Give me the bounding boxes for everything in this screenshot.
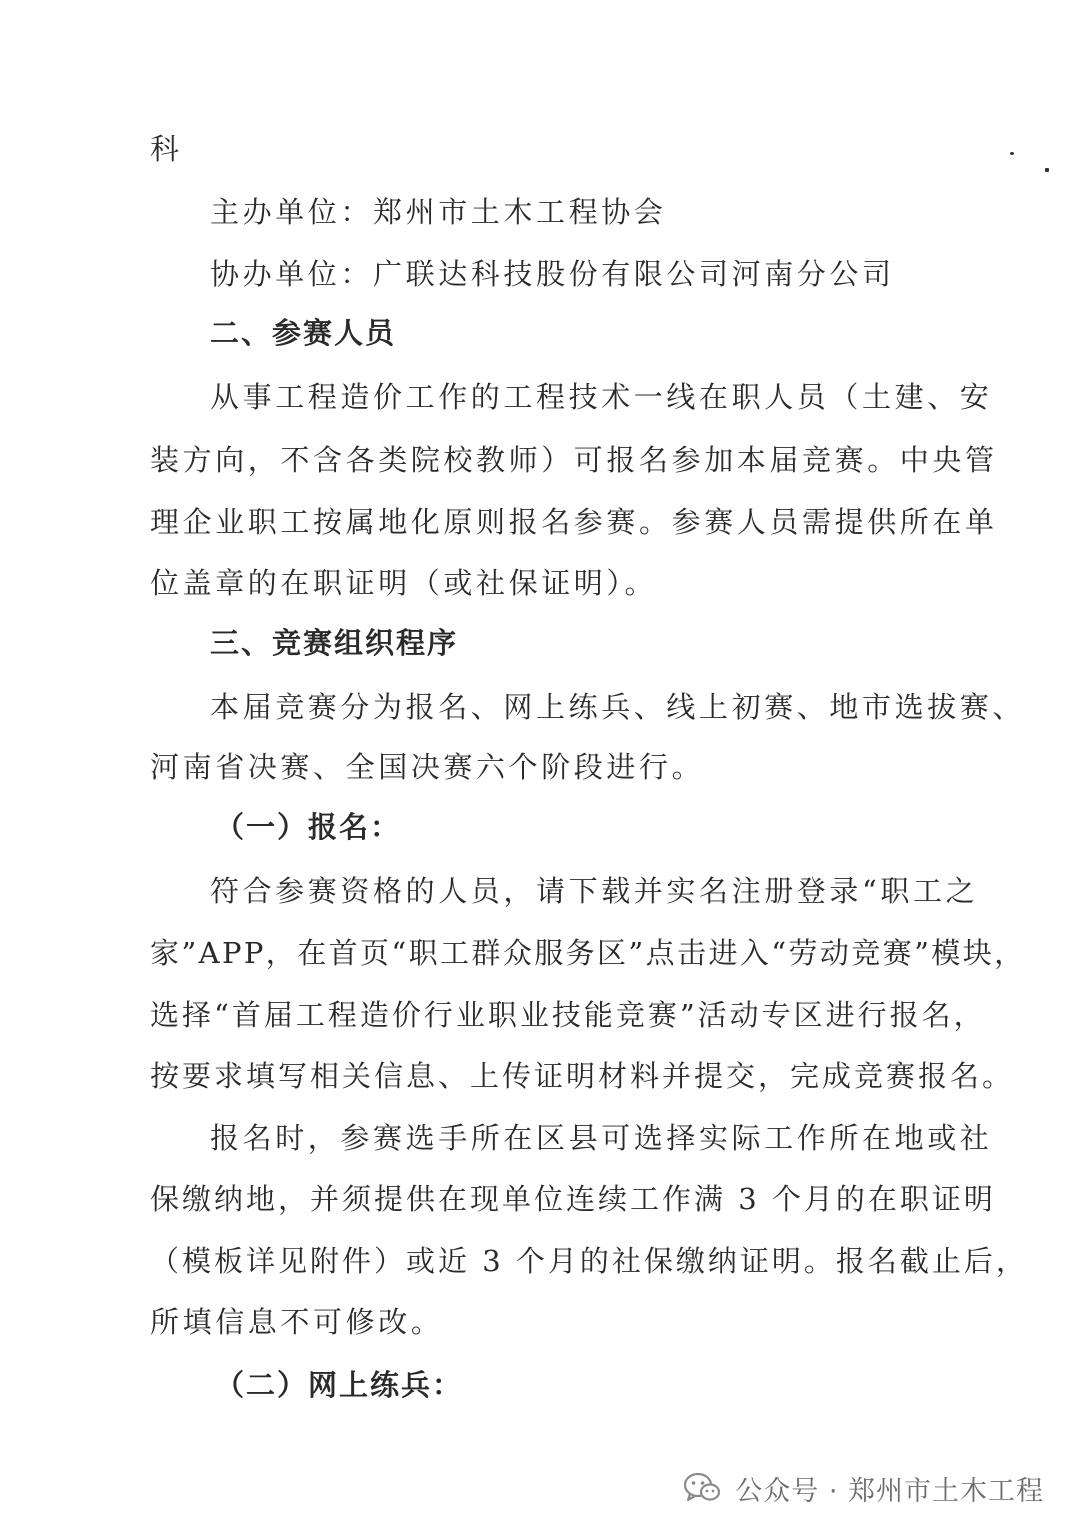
subsection-heading-online-practice: （二）网上练兵： — [215, 1368, 464, 1402]
section-heading-procedure: 三、竞赛组织程序 — [210, 626, 459, 660]
paragraph-line: 本届竞赛分为报名、网上练兵、线上初赛、地市选拔赛、 — [210, 690, 1026, 724]
text-line-fragment: 科 — [150, 132, 183, 166]
watermark-text: 公众号 · 郑州市土木工程 — [735, 1475, 1044, 1507]
scan-speck — [1010, 152, 1014, 155]
paragraph-line: 选择“首届工程造价行业职业技能竞赛”活动专区进行报名， — [150, 998, 986, 1032]
wechat-watermark — [683, 1466, 1044, 1510]
paragraph-line: 所填信息不可修改。 — [150, 1305, 444, 1339]
wechat-icon — [683, 1472, 721, 1504]
co-organizer-line: 协办单位：广联达科技股份有限公司河南分公司 — [210, 257, 895, 291]
paragraph-line: 位盖章的在职证明（或社保证明）。 — [150, 566, 658, 600]
paragraph-line: 按要求填写相关信息、上传证明材料并提交，完成竞赛报名。 — [150, 1059, 1015, 1093]
paragraph-line: 家”APP，在首页“职工群众服务区”点击进入“劳动竞赛”模块， — [150, 936, 1026, 970]
section-heading-participants: 二、参赛人员 — [210, 316, 397, 350]
paragraph-line: （模板详见附件）或近 3 个月的社保缴纳证明。报名截止后， — [150, 1244, 1028, 1278]
paragraph-line: 符合参赛资格的人员，请下载并实名注册登录“职工之 — [210, 874, 979, 908]
paragraph-line: 理企业职工按属地化原则报名参赛。参赛人员需提供所在单 — [150, 505, 998, 539]
paragraph-line: 从事工程造价工作的工程技术一线在职人员（土建、安 — [210, 380, 993, 414]
paragraph-line: 装方向，不含各类院校教师）可报名参加本届竞赛。中央管 — [150, 443, 998, 477]
subsection-heading-registration: （一）报名： — [215, 810, 402, 844]
organizer-line: 主办单位：郑州市土木工程协会 — [210, 195, 667, 229]
paragraph-line: 保缴纳地，并须提供在现单位连续工作满 3 个月的在职证明 — [150, 1182, 996, 1216]
paragraph-line: 报名时，参赛选手所在区县可选择实际工作所在地或社 — [210, 1121, 993, 1155]
scan-speck — [1045, 168, 1049, 172]
paragraph-line: 河南省决赛、全国决赛六个阶段进行。 — [150, 750, 705, 784]
